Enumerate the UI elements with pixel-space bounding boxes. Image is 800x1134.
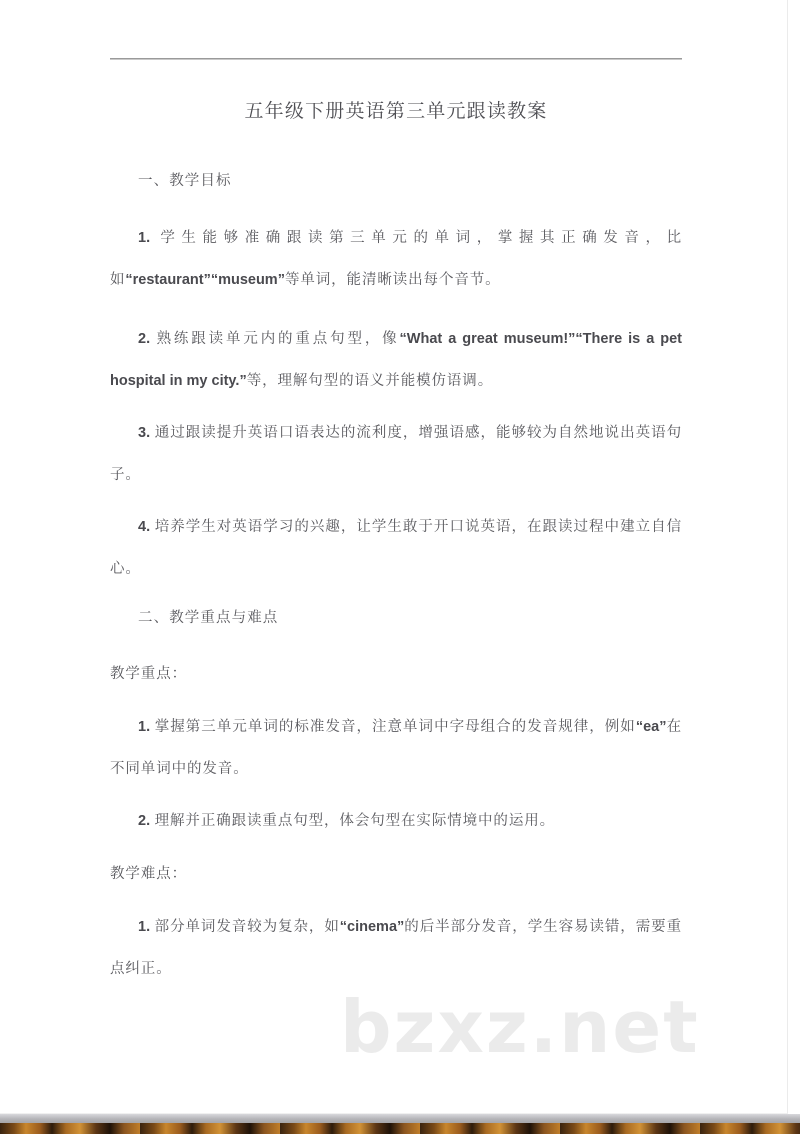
key-point-item-1 bbox=[110, 706, 682, 790]
subheading-difficult-points bbox=[110, 853, 682, 895]
page-title: 五年级下册英语第三单元跟读教案 bbox=[244, 101, 548, 122]
key-point-item-2 bbox=[110, 800, 682, 842]
objective-item-1 bbox=[110, 217, 682, 301]
difficult-point-item-1 bbox=[110, 906, 682, 990]
objective-item-3-text: 通过跟读提升英语口语表达的流利度，增强语感，能够较为自然地说出英语句子。 bbox=[110, 425, 682, 483]
key-point-item-2-number: 2. bbox=[138, 813, 151, 829]
key-point-item-1-text-a: 掌握第三单元单词的标准发音，注意单词中字母组合的发音规律，例如 bbox=[150, 719, 636, 735]
subheading-key-points bbox=[110, 653, 682, 695]
objective-item-3-number: 3. bbox=[138, 425, 151, 441]
objective-item-1-text-b: 等单词，能清晰读出每个音节。 bbox=[284, 272, 501, 288]
objective-item-2-sentences: “What a great museum!”“There is a pet hospital in my city.” bbox=[110, 331, 683, 389]
key-point-item-2-text: 理解并正确跟读重点句型，体会句型在实际情境中的运用。 bbox=[150, 813, 556, 829]
key-point-item-1-number: 1. bbox=[138, 719, 151, 735]
objective-item-2-text-a: 熟练跟读单元内的重点句型，像 bbox=[150, 331, 400, 347]
key-point-item-1-letters: “ea” bbox=[635, 719, 667, 735]
viewer-bottom-texture-strip bbox=[0, 1123, 800, 1134]
subheading-difficult-points-label: 教学难点： bbox=[110, 866, 187, 882]
header-divider bbox=[110, 58, 682, 60]
objective-item-1-words: “restaurant”“museum” bbox=[125, 272, 285, 288]
difficult-point-item-1-text-a: 部分单词发音较为复杂，如 bbox=[150, 919, 340, 935]
objective-item-3 bbox=[110, 412, 682, 496]
objective-item-1-number: 1. bbox=[138, 230, 151, 246]
objective-item-4-text: 培养学生对英语学习的兴趣，让学生敢于开口说英语，在跟读过程中建立自信心。 bbox=[110, 519, 682, 577]
key-point-item-1-text-b: 在不同单词中的发音。 bbox=[110, 719, 682, 777]
section-heading-key-difficult-label: 二、教学重点与难点 bbox=[138, 610, 279, 626]
section-heading-key-difficult bbox=[110, 597, 682, 639]
subheading-key-points-label: 教学重点： bbox=[110, 666, 187, 682]
objective-item-2 bbox=[110, 318, 682, 402]
objective-item-2-text-b: 等，理解句型的语义并能模仿语调。 bbox=[246, 373, 494, 389]
section-heading-objectives-label: 一、教学目标 bbox=[138, 173, 232, 189]
section-heading-objectives bbox=[110, 160, 682, 202]
objective-item-4-number: 4. bbox=[138, 519, 151, 535]
difficult-point-item-1-number: 1. bbox=[138, 919, 151, 935]
viewer-bottom-bar bbox=[0, 1114, 800, 1123]
objective-item-1-text-a: 学生能够准确跟读第三单元的单词，掌握其正确发音，比如 bbox=[110, 230, 682, 288]
difficult-point-item-1-text-b: 的后半部分发音，学生容易读错，需要重点纠正。 bbox=[110, 919, 682, 977]
site-watermark: bzxz.net bbox=[340, 985, 700, 1069]
objective-item-4 bbox=[110, 506, 682, 590]
difficult-point-item-1-word: “cinema” bbox=[339, 919, 405, 935]
objective-item-2-number: 2. bbox=[138, 331, 151, 347]
